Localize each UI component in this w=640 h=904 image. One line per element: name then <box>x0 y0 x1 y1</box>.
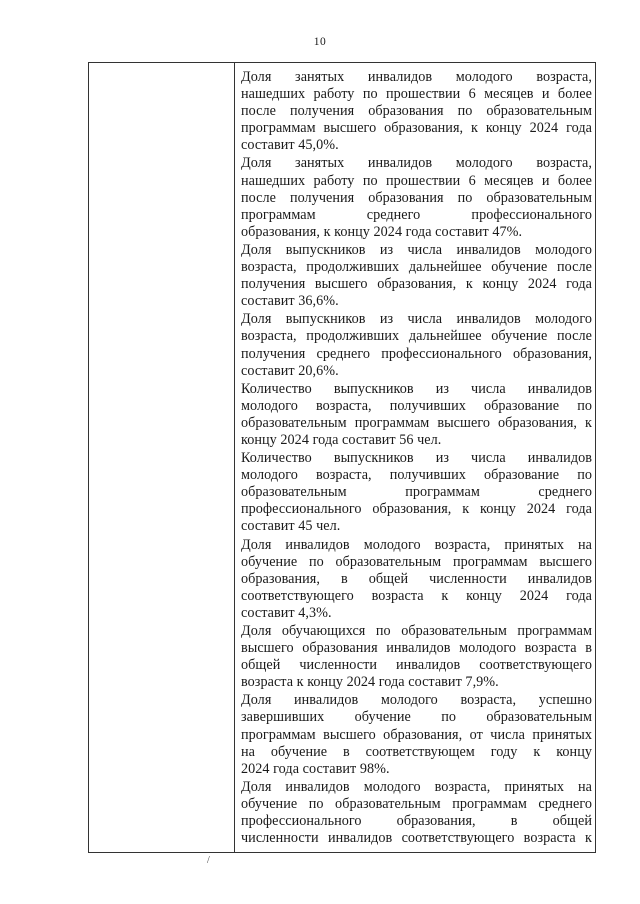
paragraph-line: нашедших работу по прошествии 6 месяцев и более <box>241 86 592 103</box>
paragraph-line: получения среднего профессионального образования, <box>241 345 592 362</box>
paragraph-line: возраста, продолживших дальнейшее обучение после <box>241 259 592 276</box>
table-left-column <box>89 63 235 852</box>
paragraph-line: образования, в общей численности инвалидов <box>241 570 592 587</box>
document-table <box>88 62 596 853</box>
paragraph-line: возраста к концу 2024 года составит 7,9%. <box>241 674 499 691</box>
indicator-paragraph <box>241 537 592 622</box>
indicator-paragraph <box>241 69 592 154</box>
paragraph-line: составит 45,0%. <box>241 137 339 154</box>
indicator-paragraph <box>241 450 592 535</box>
paragraph-line: составит 45 чел. <box>241 518 341 535</box>
paragraph-line: составит 20,6%. <box>241 362 339 379</box>
paragraph-line: Доля выпускников из числа инвалидов молодого <box>241 311 592 328</box>
paragraph-line: Доля занятых инвалидов молодого возраста, <box>241 155 592 172</box>
paragraph-line: возраста, продолживших дальнейшее обучение после <box>241 328 592 345</box>
paragraph-line: профессионального образования, в общей <box>241 813 592 830</box>
paragraph-line: Доля инвалидов молодого возраста, принятых на <box>241 778 592 795</box>
paragraph-line: программам среднего профессионального <box>241 206 592 223</box>
paragraph-line: Доля инвалидов молодого возраста, принятых на <box>241 536 592 553</box>
paragraph-line: программам высшего образования, от числа принятых <box>241 726 592 743</box>
indicator-paragraph <box>241 623 592 691</box>
paragraph-line: составит 36,6%. <box>241 293 339 310</box>
paragraph-line: молодого возраста, получивших образование по <box>241 467 592 484</box>
paragraph-line: Количество выпускников из числа инвалидов <box>241 450 592 467</box>
paragraph-line: программам высшего образования, к концу 2024 года <box>241 120 592 137</box>
paragraph-line: получения высшего образования, к концу 2024 года <box>241 276 592 293</box>
paragraph-line: молодого возраста, получивших образование по <box>241 397 592 414</box>
paragraph-line: Доля инвалидов молодого возраста, успешно <box>241 692 592 709</box>
paragraph-line: Количество выпускников из числа инвалидов <box>241 380 592 397</box>
paragraph-line: после получения образования по образовательным <box>241 103 592 120</box>
paragraph-line: составит 4,3%. <box>241 604 332 621</box>
paragraph-line: обучение по образовательным программам среднего <box>241 795 592 812</box>
paragraph-line: общей численности инвалидов соответствующего <box>241 657 592 674</box>
paragraph-line: соответствующего возраста к концу 2024 года <box>241 587 592 604</box>
paragraph-line: образовательным программам среднего <box>241 484 592 501</box>
paragraph-line: концу 2024 года составит 56 чел. <box>241 431 442 448</box>
paragraph-line: 2024 года составит 98%. <box>241 760 390 777</box>
indicator-paragraph <box>241 779 592 847</box>
indicator-paragraph <box>241 155 592 240</box>
paragraph-line: Доля выпускников из числа инвалидов молодого <box>241 241 592 258</box>
indicator-paragraph <box>241 242 592 310</box>
stray-mark: / <box>207 855 210 866</box>
paragraph-line: образования, к концу 2024 года составит 47%. <box>241 223 523 240</box>
indicator-paragraph <box>241 692 592 777</box>
paragraph-line: Доля занятых инвалидов молодого возраста, <box>241 69 592 85</box>
page-number: 10 <box>313 36 327 48</box>
paragraph-line: Доля обучающихся по образовательным программам <box>241 623 592 639</box>
paragraph-line: нашедших работу по прошествии 6 месяцев и более <box>241 172 592 189</box>
paragraph-line: образовательным программам высшего образования, к <box>241 414 592 431</box>
paragraph-line: обучение по образовательным программам высшего <box>241 553 592 570</box>
paragraph-line: завершивших обучение по образовательным <box>241 709 592 726</box>
paragraph-line: высшего образования инвалидов молодого возраста в <box>241 640 592 657</box>
paragraph-line: на обучение в соответствующем году к концу <box>241 743 592 760</box>
indicator-paragraph <box>241 381 592 449</box>
paragraph-line: после получения образования по образовательным <box>241 189 592 206</box>
indicator-paragraph <box>241 311 592 379</box>
paragraph-line: профессионального образования, к концу 2024 года <box>241 501 592 518</box>
table-right-column <box>235 63 595 852</box>
paragraph-line: численности инвалидов соответствующего возраста к <box>241 830 592 847</box>
